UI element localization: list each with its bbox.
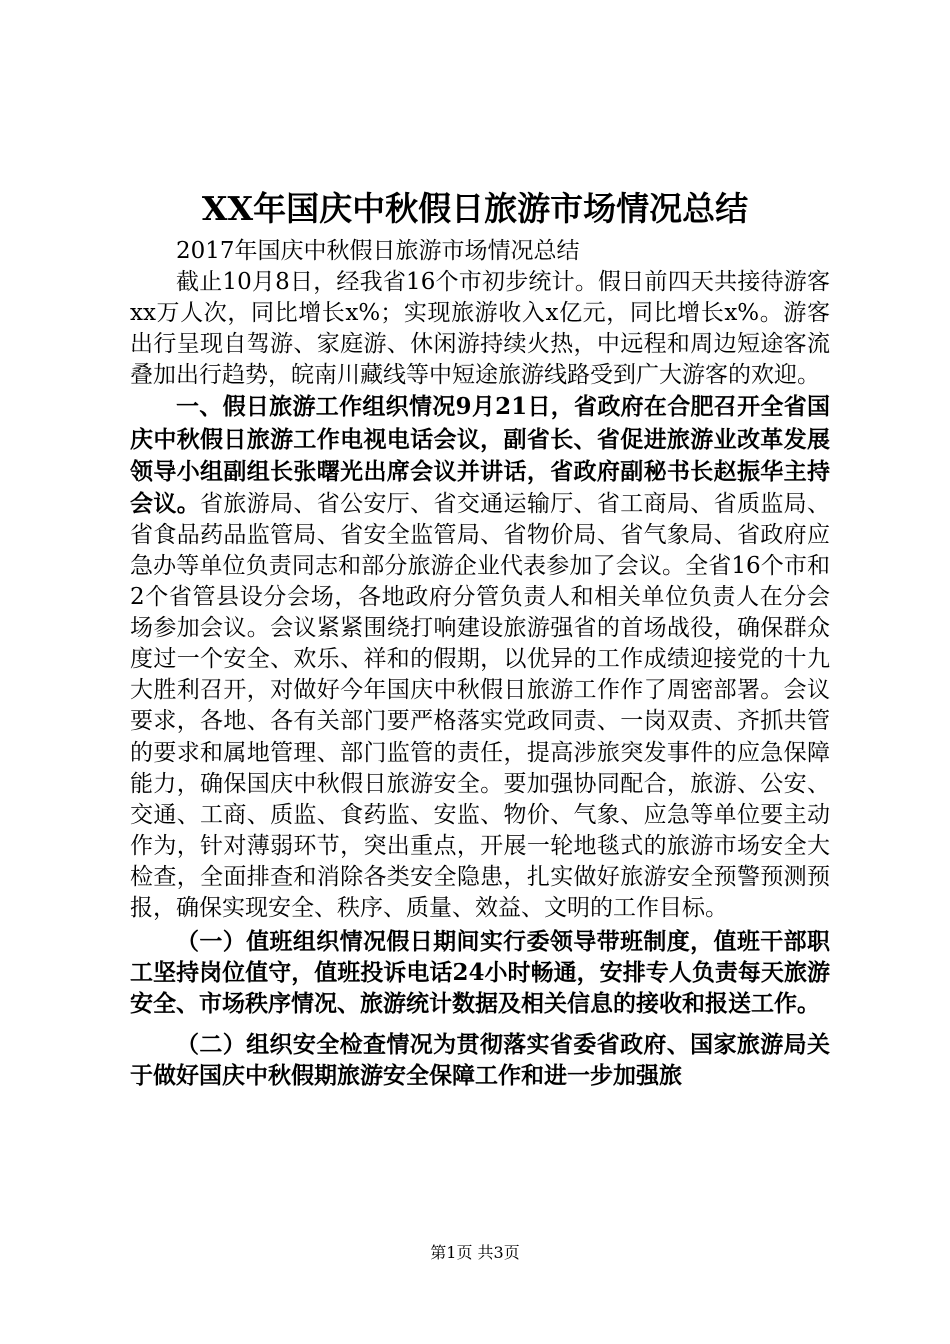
paragraph-summary: 截止10月8日，经我省16个市初步统计。假日前四天共接待游客xx万人次，同比增长x%；实现旅游收入x亿元，同比增长x%。游客出行呈现自驾游、家庭游、休闲游持续火热，中远程和周边短途客流叠加出行趋势，皖南川藏线等中短途旅游线路受到广大游客的欢迎。: [130, 269, 830, 389]
section-one-body: 省旅游局、省公安厅、省交通运输厅、省工商局、省质监局、省食品药品监管局、省安全监管局、省物价局、省气象局、省政府应急办等单位负责同志和部分旅游企业代表参加了会议。全省16个市和2个省管县设分会场，各地政府分管负责人和相关单位负责人在分会场参加会议。会议紧紧围绕打响建设旅游强省的首场战役，确保群众度过一个安全、欢乐、祥和的假期，以优异的工作成绩迎接党的十九大胜利召开，对做好今年国庆中秋假日旅游工作作了周密部署。会议要求，各地、各有关部门要严格落实党政同责、一岗双责、齐抓共管的要求和属地管理、部门监管的责任，提高涉旅突发事件的应急保障能力，确保国庆中秋假日旅游安全。要加强协同配合，旅游、公安、交通、工商、质监、食药监、安监、物价、气象、应急等单位要主动作为，针对薄弱环节，突出重点，开展一轮地毯式的旅游市场安全大检查，全面排查和消除各类安全隐患，扎实做好旅游安全预警预测预报，确保实现安全、秩序、质量、效益、文明的工作目标。: [130, 490, 831, 921]
paragraph-duty-organization: （一）值班组织情况假日期间实行委领导带班制度，值班干部职工坚持岗位值守，值班投诉电话24小时畅通，安排专人负责每天旅游安全、市场秩序情况、旅游统计数据及相关信息的接收和报送工作。: [130, 928, 830, 1018]
subtitle-paragraph: 2017年国庆中秋假日旅游市场情况总结: [176, 238, 580, 264]
page-footer: 第1页 共3页: [430, 1243, 520, 1262]
document-body: [130, 236, 830, 1092]
paragraph-safety-inspection: （二）组织安全检查情况为贯彻落实省委省政府、国家旅游局关于做好国庆中秋假期旅游安全保障工作和进一步加强旅: [130, 1031, 830, 1090]
paragraph-section-one: [130, 391, 830, 924]
document-title: XX年国庆中秋假日旅游市场情况总结: [201, 189, 749, 228]
section-one-lead: 一、假日旅游工作组织情况9月21日，省政府在合肥召开全省国庆中秋假日旅游工作电视电话会议，副省长、省促进旅游业改革发展领导小组副组长张曙光出席会议并讲话，省政府副秘书长赵振华主持会议。: [130, 393, 830, 517]
